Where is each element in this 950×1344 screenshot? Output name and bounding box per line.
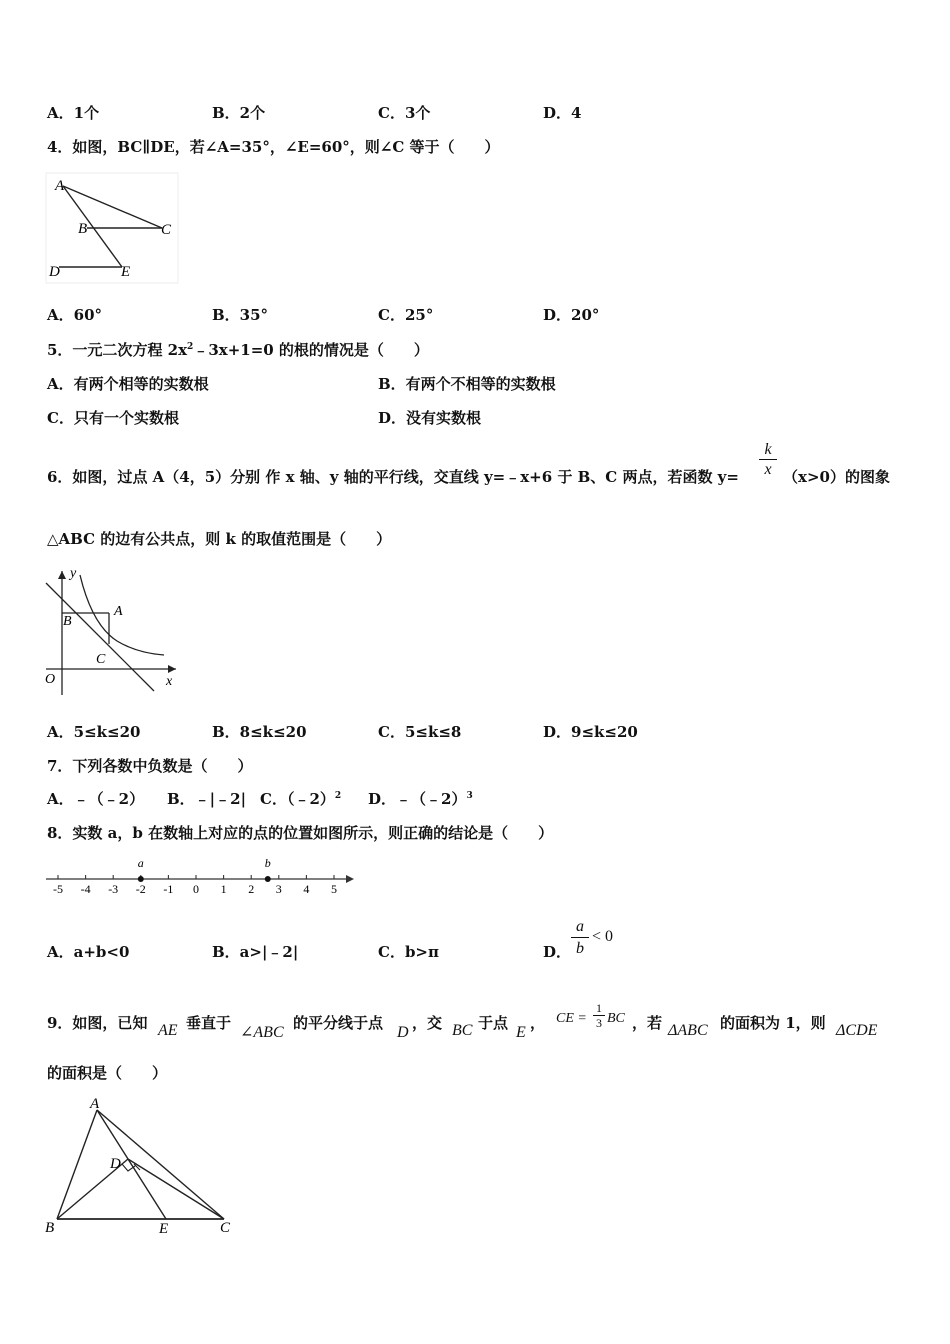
q7-option-d: D．﹣（﹣2）$^3$: [368, 790, 473, 808]
q9-stem-g: ，若: [632, 1014, 663, 1032]
q8-option-d-fraction: a b: [571, 917, 589, 960]
q6-label-o: O: [45, 672, 56, 687]
q8-tick-label: 4: [303, 882, 310, 896]
q9-stem-a: 9．如图，已知: [47, 1014, 148, 1032]
q9-fraction: 1 3: [593, 1001, 605, 1031]
q6-label-c: C: [96, 652, 106, 667]
q9-math-bc2: BC: [607, 1011, 625, 1026]
q9-stem-h: 的面积为 1，则: [720, 1014, 826, 1032]
q3-option-d: D．4: [543, 104, 582, 122]
q6-option-d: D．9≤k≤20: [543, 723, 638, 741]
q4-label-e: E: [121, 264, 131, 280]
q6-label-x: x: [166, 674, 173, 689]
q4-option-a: A．60°: [47, 306, 103, 324]
q3-option-b: B．2个: [212, 104, 266, 122]
q8-point-b: [265, 876, 271, 882]
q4-label-a: A: [55, 178, 65, 194]
q6-option-a: A．5≤k≤20: [47, 723, 141, 741]
q8-tick-label: 2: [248, 882, 255, 896]
q8-label-a: a: [137, 856, 144, 870]
q4-label-b: B: [78, 221, 88, 237]
q9-label-b: B: [45, 1220, 55, 1236]
q8-option-d: D．: [543, 943, 572, 961]
q9-math-bc: BC: [452, 1022, 473, 1039]
q6-label-a: A: [114, 604, 123, 619]
q6-fraction: k x: [759, 441, 777, 480]
q3-option-c: C．3个: [378, 104, 431, 122]
q8-tick-label: -2: [135, 882, 146, 896]
q8-tick-label: -5: [53, 882, 63, 896]
q9-math-d: D: [397, 1024, 409, 1041]
q8-label-b: b: [264, 856, 271, 870]
q8-tick-label: -3: [108, 882, 119, 896]
q5-option-b: B．有两个不相等的实数根: [378, 375, 556, 393]
q8-option-c: C．b>π: [378, 943, 439, 961]
q8-stem: 8．实数 a，b 在数轴上对应的点的位置如图所示，则正确的结论是（ ）: [47, 824, 554, 842]
q8-option-d-tail: < 0: [592, 928, 614, 945]
q6-stem-line1-end: （x>0）的图象: [783, 468, 890, 486]
q5-stem: 5．一元二次方程 $2x^2﹣3x+1=0$ 的根的情况是（ ）: [47, 341, 429, 359]
q7-option-c: C．（﹣2）$^2$: [260, 790, 342, 808]
q8-tick-label: 1: [220, 882, 227, 896]
q8-tick-label: 5: [331, 882, 337, 896]
q9-stem-line2: 的面积是（ ）: [47, 1064, 168, 1082]
q8-tick-label: 0: [193, 882, 199, 896]
q8-option-a: A．a+b<0: [47, 943, 130, 961]
q8-number-line: [44, 855, 359, 900]
q9-label-a: A: [90, 1096, 100, 1112]
q7-option-a: A．﹣（﹣2）: [47, 790, 145, 808]
q4-label-d: D: [49, 264, 60, 280]
q5-option-d: D．没有实数根: [378, 409, 482, 427]
q7-stem: 7．下列各数中负数是（ ）: [47, 757, 253, 775]
q8-tick-label: -1: [163, 882, 174, 896]
q9-stem-d: ，交: [412, 1014, 443, 1032]
q9-math-tri-abc: ΔABC: [668, 1022, 708, 1039]
q4-option-d: D．20°: [543, 306, 600, 324]
q6-stem-line2: △ABC 的边有公共点，则 k 的取值范围是（ ）: [47, 530, 392, 548]
q6-label-y: y: [70, 566, 77, 581]
q9-label-d: D: [110, 1156, 121, 1172]
q4-stem: 4．如图，BC∥DE，若∠A=35°，∠E=60°，则∠C 等于（ ）: [47, 138, 500, 156]
q6-figure: [42, 565, 182, 700]
q9-math-e: E: [516, 1024, 526, 1041]
q7-option-b: B．﹣|﹣2|: [167, 790, 247, 808]
q9-math-ce: CE =: [556, 1011, 587, 1026]
q6-option-b: B．8≤k≤20: [212, 723, 307, 741]
q8-tick-label: 3: [275, 882, 282, 896]
q9-stem-f: ，: [530, 1014, 546, 1032]
q6-label-b: B: [63, 614, 72, 629]
q4-figure: [45, 172, 180, 284]
q5-option-c: C．只有一个实数根: [47, 409, 179, 427]
q9-label-e: E: [159, 1221, 169, 1237]
q4-option-c: C．25°: [378, 306, 434, 324]
q3-option-a: A．1个: [47, 104, 100, 122]
q9-figure: [42, 1096, 242, 1241]
q6-option-c: C．5≤k≤8: [378, 723, 462, 741]
q9-stem-c: 的平分线于点: [293, 1014, 384, 1032]
q9-stem-e: 于点: [478, 1014, 509, 1032]
q9-stem-b: 垂直于: [186, 1014, 232, 1032]
q8-tick-label: -4: [80, 882, 91, 896]
q8-option-b: B．a>|﹣2|: [212, 943, 299, 961]
q9-label-c: C: [220, 1220, 231, 1236]
q9-math-tri-cde: ΔCDE: [836, 1022, 878, 1039]
q8-point-a: [138, 876, 144, 882]
q4-label-c: C: [161, 222, 172, 238]
q4-option-b: B．35°: [212, 306, 269, 324]
q5-option-a: A．有两个相等的实数根: [47, 375, 209, 393]
q6-stem-line1: 6．如图，过点 A（4，5）分别 作 x 轴、y 轴的平行线，交直线 y=﹣x+6 于 B、C 两点，若函数 y=: [47, 468, 739, 486]
q9-math-ae: AE: [158, 1022, 178, 1039]
q9-math-angle-abc: ∠ABC: [240, 1024, 284, 1041]
